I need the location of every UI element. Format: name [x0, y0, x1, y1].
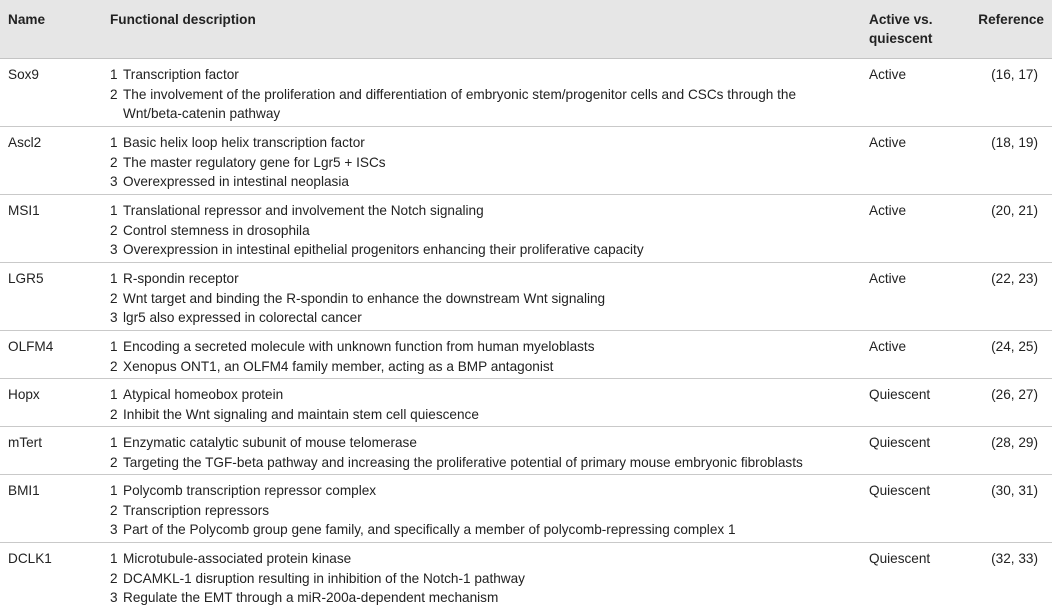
item-number: 2 — [110, 454, 118, 470]
cell-description — [94, 59, 863, 126]
cell-name: Ascl2 — [8, 135, 42, 150]
description-item — [110, 588, 863, 608]
cell-name: BMI1 — [8, 483, 40, 498]
table-row — [0, 59, 1052, 127]
cell-description — [94, 263, 863, 330]
table-row — [0, 475, 1052, 543]
cell-name: DCLK1 — [8, 551, 52, 566]
description-item — [110, 481, 863, 501]
item-number: 1 — [110, 435, 118, 450]
description-item — [110, 153, 863, 173]
cell-status: Active — [869, 135, 907, 150]
item-number: 3 — [110, 522, 118, 537]
cell-description — [94, 195, 863, 262]
item-text: DCAMKL-1 disruption resulting in inhibition of the Notch-1 pathway — [123, 570, 525, 586]
item-number: 1 — [110, 483, 118, 498]
item-text: Enzymatic catalytic subunit of mouse telomerase — [123, 435, 417, 450]
description-item — [110, 221, 863, 241]
cell-name: Hopx — [8, 387, 40, 402]
description-item — [110, 569, 863, 589]
cell-name: Sox9 — [8, 67, 39, 82]
item-text: The master regulatory gene for Lgr5 + ISCs — [123, 154, 386, 170]
item-text: Microtubule-associated protein kinase — [123, 551, 352, 566]
item-text: Regulate the EMT through a miR-200a-dependent mechanism — [123, 590, 499, 605]
table-header — [0, 0, 1052, 59]
description-item — [110, 337, 863, 357]
item-text: Transcription factor — [123, 67, 239, 82]
description-item — [110, 65, 863, 85]
item-number: 2 — [110, 502, 118, 518]
header-active-vs-quiescent — [863, 0, 969, 58]
item-number: 3 — [110, 590, 118, 605]
description-item — [110, 308, 863, 328]
cell-description — [94, 127, 863, 194]
cell-reference: (26, 27) — [991, 387, 1038, 402]
item-text: Xenopus ONT1, an OLFM4 family member, acting as a BMP antagonist — [123, 358, 554, 374]
header-description: Functional description — [110, 12, 256, 27]
item-number: 2 — [110, 570, 118, 586]
description-item — [110, 201, 863, 221]
cell-reference: (20, 21) — [991, 203, 1038, 218]
cell-reference: (16, 17) — [991, 67, 1038, 82]
description-item — [110, 405, 863, 425]
item-number: 1 — [110, 271, 118, 286]
header-reference: Reference — [978, 12, 1044, 27]
item-text: Transcription repressors — [123, 502, 270, 518]
header-name: Name — [8, 12, 46, 27]
cell-status: Quiescent — [869, 387, 931, 402]
item-text: lgr5 also expressed in colorectal cancer — [123, 310, 362, 325]
item-text: Overexpressed in intestinal neoplasia — [123, 174, 349, 189]
cell-status: Active — [869, 271, 907, 286]
table-row — [0, 127, 1052, 195]
item-number: 3 — [110, 242, 118, 257]
item-number: 2 — [110, 154, 118, 170]
item-text: Atypical homeobox protein — [123, 387, 284, 402]
item-text: Control stemness in drosophila — [123, 222, 310, 238]
table-row — [0, 379, 1052, 427]
cell-status: Quiescent — [869, 435, 931, 450]
description-item — [110, 289, 863, 309]
table-row — [0, 195, 1052, 263]
description-item — [110, 433, 863, 453]
item-number: 1 — [110, 387, 118, 402]
cell-status: Active — [869, 339, 907, 354]
item-text: Wnt target and binding the R-spondin to enhance the downstream Wnt signaling — [123, 290, 606, 306]
cell-status: Quiescent — [869, 483, 931, 498]
cell-status: Active — [869, 203, 907, 218]
cell-reference: (28, 29) — [991, 435, 1038, 450]
item-number: 2 — [110, 290, 118, 306]
table-row — [0, 331, 1052, 379]
cell-name: MSI1 — [8, 203, 40, 218]
item-number: 3 — [110, 174, 118, 189]
item-number: 2 — [110, 86, 118, 102]
cell-reference: (32, 33) — [991, 551, 1038, 566]
item-number: 1 — [110, 551, 118, 566]
table-body — [0, 59, 1052, 605]
description-item — [110, 453, 863, 473]
item-text: Encoding a secreted molecule with unknown function from human myeloblasts — [123, 339, 595, 354]
item-text: Part of the Polycomb group gene family, and specifically a member of polycomb-repressing complex 1 — [123, 522, 736, 537]
item-number: 1 — [110, 67, 118, 82]
table-row — [0, 543, 1052, 605]
item-text: Overexpression in intestinal epithelial progenitors enhancing their proliferative capacity — [123, 242, 644, 257]
description-item — [110, 240, 863, 260]
table-row — [0, 427, 1052, 475]
header-active-line1: Active vs. — [869, 12, 933, 27]
header-active-line2: quiescent — [869, 31, 933, 46]
cell-description — [94, 427, 863, 474]
cell-reference: (18, 19) — [991, 135, 1038, 150]
cell-description — [94, 331, 863, 378]
cell-name: OLFM4 — [8, 339, 54, 354]
cell-status: Quiescent — [869, 551, 931, 566]
table-row — [0, 263, 1052, 331]
cell-description — [94, 475, 863, 542]
description-item — [110, 357, 863, 377]
description-item — [110, 133, 863, 153]
cell-status: Active — [869, 67, 907, 82]
item-number: 3 — [110, 310, 118, 325]
description-item — [110, 172, 863, 192]
item-number: 1 — [110, 339, 118, 354]
cell-description — [94, 379, 863, 426]
cell-name: mTert — [8, 435, 42, 450]
item-text: Polycomb transcription repressor complex — [123, 483, 377, 498]
item-text: Targeting the TGF-beta pathway and increasing the proliferative potential of primary mouse embryonic fibroblasts — [123, 454, 803, 470]
cell-reference: (30, 31) — [991, 483, 1038, 498]
item-text: Inhibit the Wnt signaling and maintain stem cell quiescence — [123, 406, 479, 422]
item-number: 1 — [110, 203, 118, 218]
description-item — [110, 520, 863, 540]
description-item — [110, 501, 863, 521]
item-number: 2 — [110, 222, 118, 238]
cell-name: LGR5 — [8, 271, 44, 286]
cell-description — [94, 543, 863, 605]
item-text: The involvement of the proliferation and differentiation of embryonic stem/progenitor cells and CSCs through the Wnt/beta-catenin pathway — [123, 86, 797, 121]
item-text: Translational repressor and involvement the Notch signaling — [123, 203, 484, 218]
item-text: Basic helix loop helix transcription factor — [123, 135, 365, 150]
description-item — [110, 385, 863, 405]
description-item — [110, 269, 863, 289]
cell-reference: (22, 23) — [991, 271, 1038, 286]
description-item — [110, 85, 863, 124]
item-number: 2 — [110, 406, 118, 422]
description-item — [110, 549, 863, 569]
cell-reference: (24, 25) — [991, 339, 1038, 354]
item-text: R-spondin receptor — [123, 271, 239, 286]
item-number: 2 — [110, 358, 118, 374]
item-number: 1 — [110, 135, 118, 150]
